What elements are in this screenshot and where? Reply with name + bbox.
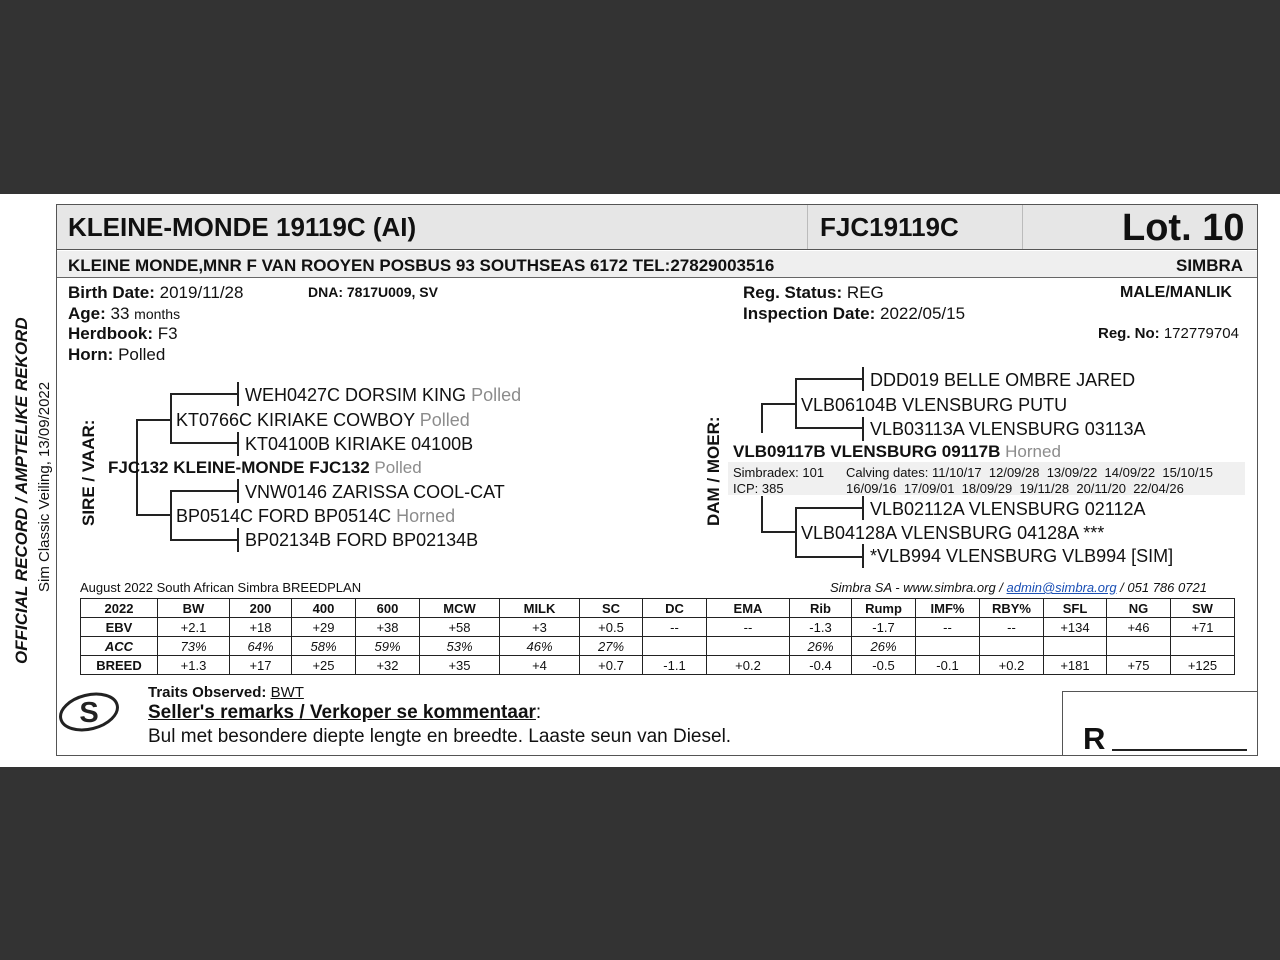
header-cell: SC	[580, 599, 643, 618]
value-cell: -1.1	[643, 656, 707, 675]
dam-dam: VLB04128A VLENSBURG 04128A ***	[801, 523, 1105, 543]
official-record-label: OFFICIAL RECORD / AMPTELIKE REKORD	[12, 317, 31, 664]
header-cell: DC	[643, 599, 707, 618]
traits-observed: Traits Observed: BWT	[148, 684, 304, 701]
sire-sire: KT0766C KIRIAKE COWBOY Polled	[176, 410, 470, 430]
row-label: BREED	[81, 656, 158, 675]
herdbook: Herdbook: F3	[68, 324, 178, 343]
sire-dam-sire: VNW0146 ZARISSA COOL-CAT	[245, 482, 505, 502]
row-label: ACC	[81, 637, 158, 656]
value-cell: +46	[1107, 618, 1171, 637]
value-cell	[1107, 637, 1171, 656]
value-cell: +25	[292, 656, 356, 675]
value-cell: +38	[356, 618, 420, 637]
value-cell	[980, 637, 1044, 656]
animal-id: FJC19119C	[820, 212, 959, 242]
svg-text:S: S	[79, 697, 99, 729]
value-cell: -0.1	[916, 656, 980, 675]
simbradex: Simbradex: 101	[733, 465, 825, 480]
header-cell: SW	[1171, 599, 1235, 618]
value-cell: +0.2	[980, 656, 1044, 675]
breeder-info: KLEINE MONDE,MNR F VAN ROOYEN POSBUS 93 SOUTHSEAS 6172 TEL:27829003516	[68, 256, 775, 275]
value-cell: 46%	[500, 637, 580, 656]
bottom-background	[0, 767, 1280, 960]
lot-card	[0, 194, 1280, 767]
header-cell: EMA	[707, 599, 790, 618]
value-cell: --	[643, 618, 707, 637]
value-cell: --	[980, 618, 1044, 637]
value-cell: +3	[500, 618, 580, 637]
header-cell: Rib	[790, 599, 852, 618]
value-cell: 64%	[230, 637, 292, 656]
value-cell: +0.2	[707, 656, 790, 675]
lot-number: Lot. 10	[1122, 207, 1245, 249]
value-cell: 27%	[580, 637, 643, 656]
dam-dam-sire: VLB02112A VLENSBURG 02112A	[870, 499, 1146, 519]
header-cell: 2022	[81, 599, 158, 618]
sire-sire-dam: KT04100B KIRIAKE 04100B	[245, 434, 474, 454]
header-cell: MCW	[420, 599, 500, 618]
value-cell: +0.7	[580, 656, 643, 675]
reg-status: Reg. Status: REG	[743, 283, 884, 302]
calving-dates: Calving dates: 11/10/17 12/09/28 13/09/22 14/09/22 15/10/15	[846, 465, 1213, 480]
value-cell	[1171, 637, 1235, 656]
value-cell: +58	[420, 618, 500, 637]
value-cell: +17	[230, 656, 292, 675]
dam-label: DAM / MOER:	[704, 416, 723, 526]
value-cell	[916, 637, 980, 656]
birth-date: Birth Date: 2019/11/28	[68, 283, 244, 302]
sire-sire-sire: WEH0427C DORSIM KING Polled	[245, 385, 522, 405]
value-cell: +18	[230, 618, 292, 637]
breed-name: SIMBRA	[1176, 256, 1244, 275]
email-link[interactable]: admin@simbra.org	[1006, 580, 1117, 595]
value-cell: +29	[292, 618, 356, 637]
reg-number: Reg. No: 172779704	[1098, 325, 1239, 342]
value-cell: 26%	[852, 637, 916, 656]
value-cell: +4	[500, 656, 580, 675]
value-cell	[1044, 637, 1107, 656]
value-cell: +134	[1044, 618, 1107, 637]
value-cell: --	[916, 618, 980, 637]
top-background	[0, 0, 1280, 194]
value-cell: -1.3	[790, 618, 852, 637]
ebv-header-row	[81, 599, 1235, 618]
header-cell: BW	[158, 599, 230, 618]
header-cell: SFL	[1044, 599, 1107, 618]
value-cell: -0.4	[790, 656, 852, 675]
header-cell: 600	[356, 599, 420, 618]
value-cell: +181	[1044, 656, 1107, 675]
value-cell: +35	[420, 656, 500, 675]
header-cell: Rump	[852, 599, 916, 618]
value-cell	[643, 637, 707, 656]
calving-dates-cont: 16/09/16 17/09/01 18/09/29 19/11/28 20/11/20 22/04/26	[846, 481, 1184, 496]
dam-name: VLB09117B VLENSBURG 09117B Horned	[733, 442, 1061, 461]
inspection-date: Inspection Date: 2022/05/15	[743, 304, 966, 323]
dam-sire-dam: VLB03113A VLENSBURG 03113A	[870, 419, 1146, 439]
header-cell: RBY%	[980, 599, 1044, 618]
dam-sire-sire: DDD019 BELLE OMBRE JARED	[870, 370, 1136, 390]
header-cell: IMF%	[916, 599, 980, 618]
icp: ICP: 385	[733, 481, 784, 496]
sire-label: SIRE / VAAR:	[79, 419, 98, 526]
header-cell: MILK	[500, 599, 580, 618]
sire-dam-dam: BP02134B FORD BP02134B	[245, 530, 479, 550]
value-cell: -1.7	[852, 618, 916, 637]
result-label: R	[1083, 721, 1106, 756]
dna-info: DNA: 7817U009, SV	[308, 284, 438, 300]
value-cell	[707, 637, 790, 656]
value-cell: 73%	[158, 637, 230, 656]
result-line[interactable]	[1112, 749, 1247, 751]
value-cell: 53%	[420, 637, 500, 656]
value-cell: +1.3	[158, 656, 230, 675]
breed-row	[81, 656, 1235, 675]
simbra-logo	[58, 691, 120, 733]
sex: MALE/MANLIK	[1120, 284, 1232, 301]
animal-name: KLEINE-MONDE 19119C (AI)	[68, 212, 417, 242]
header-cell: 200	[230, 599, 292, 618]
age: Age: 33 months	[68, 304, 181, 323]
seller-remarks: Bul met besondere diepte lengte en breedte. Laaste seun van Diesel.	[148, 726, 732, 747]
horn-status: Horn: Polled	[68, 345, 166, 364]
sire-dam: BP0514C FORD BP0514C Horned	[176, 506, 456, 526]
dam-dam-dam: *VLB994 VLENSBURG VLB994 [SIM]	[870, 546, 1174, 566]
value-cell: +32	[356, 656, 420, 675]
row-label: EBV	[81, 618, 158, 637]
header-cell: NG	[1107, 599, 1171, 618]
value-cell: 58%	[292, 637, 356, 656]
value-cell: +0.5	[580, 618, 643, 637]
acc-row	[81, 637, 1235, 656]
value-cell: +71	[1171, 618, 1235, 637]
value-cell: 59%	[356, 637, 420, 656]
ebv-table	[80, 598, 1235, 675]
breedplan-caption: August 2022 South African Simbra BREEDPLAN	[80, 580, 362, 595]
simbra-contact: Simbra SA - www.simbra.org / admin@simbra.org / 051 786 0721	[830, 580, 1207, 595]
value-cell: +75	[1107, 656, 1171, 675]
ebv-row	[81, 618, 1235, 637]
value-cell: --	[707, 618, 790, 637]
value-cell: +125	[1171, 656, 1235, 675]
dam-sire: VLB06104B VLENSBURG PUTU	[801, 395, 1068, 415]
value-cell: +2.1	[158, 618, 230, 637]
sale-label: Sim Classic Veiling, 13/09/2022	[36, 381, 53, 592]
value-cell: 26%	[790, 637, 852, 656]
value-cell: -0.5	[852, 656, 916, 675]
header-cell: 400	[292, 599, 356, 618]
sire-name: FJC132 KLEINE-MONDE FJC132 Polled	[108, 458, 422, 477]
seller-remarks-label: Seller's remarks / Verkoper se kommentaar:	[148, 702, 542, 723]
